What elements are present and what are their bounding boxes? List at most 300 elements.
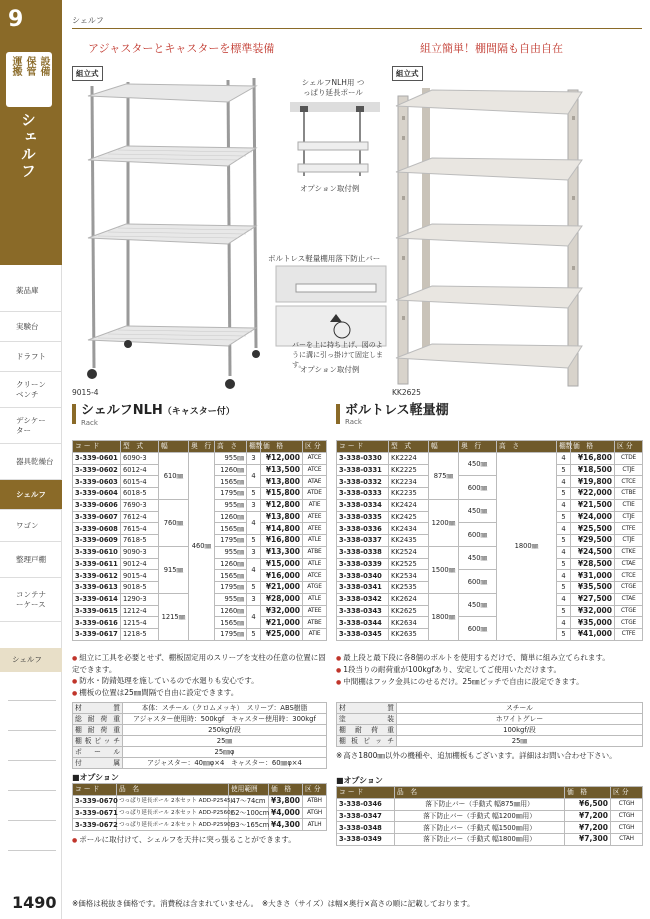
model-number: 7615-4 [121,523,159,535]
spec-key: 棚板ピッチ [337,736,397,747]
wire-shelf-photo [78,78,268,396]
height-cell: 1795㎜ [215,488,247,500]
category-code: ATCE [303,452,327,464]
shelf-count: 3 [247,593,261,605]
column-header: 奥 行 [459,441,497,453]
spec-row [73,758,327,769]
usage-range: 62〜100cm [229,807,269,819]
model-number: KK2234 [389,476,429,488]
right-option-heading: ■オプション [336,776,383,785]
width-cell: 1800㎜ [429,593,459,640]
product-code: 3-339-0672 [73,819,117,831]
category-code: CTKE [615,546,643,558]
category-code: ATGE [303,582,327,594]
right-catchphrase: 組立簡単！棚間隔も自由自在 [420,42,563,55]
spec-key: 塗 装 [337,714,397,725]
spec-value: 250kgf/段 [123,725,327,736]
price-cell: ¥32,000 [571,605,615,617]
category-code: ATLE [303,535,327,547]
sidebar-item-chemical-cabinet[interactable]: 薬品庫 [0,270,62,312]
option2-photo [276,266,386,346]
left-feature: ● 棚板の位置は25㎜間隔で自由に設定できます。 [72,687,328,699]
column-header: 品 名 [395,787,565,799]
model-number: KK2535 [389,582,429,594]
spec-key: 材 質 [73,703,123,714]
column-header: 高 さ [497,441,557,453]
spec-row [73,714,327,725]
price-cell: ¥24,000 [571,511,615,523]
shelf-count: 5 [557,582,571,594]
product-code: 3-338-0349 [337,834,395,846]
spec-row [337,703,643,714]
left-feature: ● 組立に工具を必要とせず、棚板固定用のスリーブを支柱の任意の位置に固定できます。 [72,652,328,675]
product-code: 3-339-0604 [73,488,121,500]
right-product-title: ボルトレス軽量棚 [345,403,449,418]
price-cell: ¥4,300 [269,819,303,831]
column-header: 棚数 [557,441,571,453]
shelf-count: 5 [557,629,571,641]
category-code: CTGE [615,617,643,629]
height-cell: 955㎜ [215,499,247,511]
category-code: CTCE [615,570,643,582]
width-cell: 1500㎜ [429,546,459,593]
category-code: CTGE [615,605,643,617]
price-cell: ¥25,500 [571,523,615,535]
product-code: 3-338-0345 [337,629,389,641]
price-cell: ¥28,500 [571,558,615,570]
category-code: CTGH [611,810,643,822]
price-cell: ¥32,000 [261,605,303,617]
option-name: 落下防止バー（手動式 幅1800㎜用） [395,834,565,846]
shelf-count: 3 [247,452,261,464]
spec-key: ポール [73,747,123,758]
spec-value: 本体：スチール（クロムメッキ） スリーブ：ABS樹脂 [123,703,327,714]
shelf-count: 3 [247,499,261,511]
spec-key: 総耐荷重 [73,714,123,725]
option-name: 落下防止バー（手動式 幅1500㎜用） [395,822,565,834]
sidebar-item-dryer-rack[interactable]: 器具乾燥台 [0,444,62,480]
column-header: 型 式 [389,441,429,453]
sidebar-item-wagon[interactable]: ワゴン [0,510,62,542]
column-header: 型 式 [121,441,159,453]
chapter-subtitle: 運搬 保管 設備 [6,52,52,107]
table-row [337,546,643,558]
product-code: 3-338-0338 [337,546,389,558]
price-cell: ¥13,500 [261,464,303,476]
table-row [337,570,643,582]
product-code: 3-338-0333 [337,488,389,500]
right-price-table [336,440,643,641]
left-photo-caption: 9015-4 [72,388,99,397]
model-number: KK2624 [389,593,429,605]
model-number: 1215-4 [121,617,159,629]
category-code: ATGH [303,807,327,819]
column-header: 区 分 [303,784,327,796]
spec-key: 棚板ピッチ [73,736,123,747]
model-number: 9015-4 [121,570,159,582]
option1-caption: オプション取付例 [300,184,360,193]
model-number: KK2225 [389,464,429,476]
left-option-note-box [72,834,328,846]
product-code: 3-338-0336 [337,523,389,535]
spec-key: 棚耐荷重 [337,725,397,736]
model-number: KK2235 [389,488,429,500]
price-cell: ¥21,000 [261,582,303,594]
table-row [337,523,643,535]
product-code: 3-339-0601 [73,452,121,464]
category-code: CTGH [611,798,643,810]
shelf-count: 4 [557,546,571,558]
height-cell: 1795㎜ [215,535,247,547]
price-cell: ¥18,500 [571,464,615,476]
product-code: 3-338-0344 [337,617,389,629]
column-header: コ ー ド [73,441,121,453]
shelf-count: 5 [557,511,571,523]
height-cell: 955㎜ [215,452,247,464]
page-footnote: ※価格は税抜き価格です。消費税は含まれていません。 ※大きさ（サイズ）は幅×奥行×高さの順に記載しております。 [72,899,475,908]
spec-row [73,725,327,736]
shelf-count: 4 [557,570,571,582]
price-cell: ¥29,500 [571,535,615,547]
spec-key: 材 質 [337,703,397,714]
shelf-count: 5 [557,464,571,476]
category-code: ATBH [303,795,327,807]
category-code: ATEE [303,605,327,617]
model-number: KK2434 [389,523,429,535]
column-header: 高 さ [215,441,247,453]
height-cell: 955㎜ [215,546,247,558]
shelf-count: 4 [247,605,261,629]
product-code: 3-339-0671 [73,807,117,819]
sidebar-item-storage-cabinet[interactable]: 整理戸棚 [0,542,62,578]
product-code: 3-338-0340 [337,570,389,582]
category-code: ATLE [303,558,327,570]
price-cell: ¥21,500 [571,499,615,511]
right-spec-table [336,702,643,747]
chapter-sidebar [0,0,62,919]
category-code: CTDE [615,452,643,464]
model-number: 1212-4 [121,605,159,617]
price-cell: ¥16,800 [571,452,615,464]
product-code: 3-339-0602 [73,464,121,476]
spec-value: 25㎜ [397,736,643,747]
height-cell: 1565㎜ [215,476,247,488]
shelf-count: 3 [247,546,261,558]
category-code: CTAE [615,558,643,570]
option2-caption: オプション取付例 [300,365,360,374]
option-row [73,795,327,807]
option-row [337,798,643,810]
column-header: 品 名 [117,784,229,796]
sidebar-item-shelf[interactable]: シェルフ [0,480,62,510]
depth-cell: 450㎜ [459,593,497,617]
category-code: CTCE [615,476,643,488]
chapter-name: シェルフ [19,112,37,180]
product-code: 3-339-0607 [73,511,121,523]
height-cell: 1795㎜ [215,582,247,594]
model-number: KK2635 [389,629,429,641]
height-cell: 1260㎜ [215,511,247,523]
model-number: 6090-3 [121,452,159,464]
model-number: KK2524 [389,546,429,558]
price-cell: ¥21,000 [261,617,303,629]
sidebar-item-draft[interactable]: ドラフト [0,342,62,372]
depth-cell: 450㎜ [459,546,497,570]
product-code: 3-338-0347 [337,810,395,822]
spec-value: ホワイトグレー [397,714,643,725]
price-cell: ¥22,000 [571,488,615,500]
option1-photo [290,102,380,178]
left-product-title-suffix: （キャスター付） [162,407,235,417]
height-cell: 1260㎜ [215,558,247,570]
right-feature: ● 最上段と最下段に各8個のボルトを使用するだけで、簡単に組み立てられます。 [336,652,642,664]
shelf-count: 5 [247,535,261,547]
spec-row [337,725,643,736]
model-number: 9012-4 [121,558,159,570]
spec-row [73,703,327,714]
column-header: 幅 [429,441,459,453]
product-code: 3-338-0330 [337,452,389,464]
column-header: コ ー ド [73,784,117,796]
product-code: 3-338-0348 [337,822,395,834]
right-spec-note: ※ 高さ1800㎜以外の機種や、追加棚板もございます。詳細はお問い合わせ下さい。 [336,750,642,761]
product-code: 3-338-0342 [337,593,389,605]
width-cell: 1215㎜ [159,593,189,640]
product-code: 3-339-0608 [73,523,121,535]
price-cell: ¥13,800 [261,511,303,523]
shelf-count: 5 [557,488,571,500]
model-number: KK2425 [389,511,429,523]
height-cell: 1260㎜ [215,464,247,476]
category-code: CTFE [615,523,643,535]
shelf-count: 4 [247,511,261,535]
shelf-count: 4 [557,499,571,511]
option-row [73,807,327,819]
column-header: 棚数 [247,441,261,453]
column-header: 区 分 [611,787,643,799]
spec-value: 25㎜φ [123,747,327,758]
depth-cell: 600㎜ [459,476,497,500]
category-code: ATAE [303,476,327,488]
table-header-row [73,784,327,796]
spec-value: 25㎜ [123,736,327,747]
spec-value: 100kgf/段 [397,725,643,736]
price-cell: ¥24,500 [571,546,615,558]
usage-range: 93〜165cm [229,819,269,831]
price-cell: ¥35,000 [571,617,615,629]
right-feature: ● 1段当りの耐荷重が100kgfあり、安定してご使用いただけます。 [336,664,642,676]
price-cell: ¥16,000 [261,570,303,582]
model-number: KK2634 [389,617,429,629]
product-code: 3-339-0616 [73,617,121,629]
product-code: 3-339-0613 [73,582,121,594]
left-catchphrase: アジャスターとキャスターを標準装備 [88,42,275,55]
shelf-count: 4 [557,523,571,535]
sidebar-item-clean-bench[interactable]: クリーンベンチ [0,372,62,408]
product-code: 3-339-0606 [73,499,121,511]
shelf-count: 4 [247,558,261,582]
price-cell: ¥7,300 [565,834,611,846]
table-header-row [73,441,327,453]
product-code: 3-339-0603 [73,476,121,488]
right-product-title-en: Rack [345,418,362,426]
depth-cell: 600㎜ [459,617,497,641]
left-product-title-en: Rack [81,419,98,427]
model-number: KK2625 [389,605,429,617]
category-code: ATEE [303,523,327,535]
price-cell: ¥12,800 [261,499,303,511]
height-cell: 1565㎜ [215,617,247,629]
option-row [337,834,643,846]
right-spec-note-box [336,750,642,761]
sidebar-current-tab[interactable]: シェルフ [0,648,62,672]
category-code: ATCE [303,464,327,476]
shelf-count: 4 [557,452,571,464]
category-code: ATBE [303,546,327,558]
width-cell: 760㎜ [159,499,189,546]
option-row [337,822,643,834]
category-code: ATLE [303,593,327,605]
price-cell: ¥16,800 [261,535,303,547]
model-number: KK2534 [389,570,429,582]
model-number: 7618-5 [121,535,159,547]
category-code: CTAE [615,593,643,605]
spec-key: 付 属 [73,758,123,769]
shelf-count: 4 [557,617,571,629]
assembly-badge-left: 組立式 [72,66,103,81]
price-cell: ¥41,000 [571,629,615,641]
depth-cell: 450㎜ [459,499,497,523]
shelf-count: 5 [247,488,261,500]
column-header: 区 分 [303,441,327,453]
height-cell: 1795㎜ [215,629,247,641]
category-code: CTFE [615,629,643,641]
shelf-count: 4 [557,476,571,488]
option-row [73,819,327,831]
left-price-table [72,440,327,641]
category-code: CTAH [611,834,643,846]
height-cell: 1565㎜ [215,523,247,535]
option-name: 落下防止バー（手動式 幅1200㎜用） [395,810,565,822]
model-number: 1290-3 [121,593,159,605]
height-cell: 955㎜ [215,593,247,605]
product-code: 3-338-0335 [337,511,389,523]
product-code: 3-338-0346 [337,798,395,810]
spec-row [73,747,327,758]
sidebar-item-container-case[interactable]: コンテナーケース [0,578,62,622]
table-header-row [337,441,643,453]
price-cell: ¥12,000 [261,452,303,464]
column-header: 価 格 [565,787,611,799]
price-cell: ¥35,500 [571,582,615,594]
left-option-heading: ■オプション [72,773,119,782]
column-header: 幅 [159,441,189,453]
width-cell: 610㎜ [159,452,189,499]
price-cell: ¥19,800 [571,476,615,488]
category-code: ATIE [303,499,327,511]
left-feature: ● 防水・防錆処理を施しているので水廻りも安心です。 [72,675,328,687]
price-cell: ¥14,800 [261,523,303,535]
model-number: KK2435 [389,535,429,547]
product-code: 3-339-0612 [73,570,121,582]
shelf-count: 5 [247,629,261,641]
category-code: CTJE [615,464,643,476]
left-option-note: ● ポールに取付けて、シェルフを天井に突っ張ることができます。 [72,834,328,846]
shelf-count: 5 [557,535,571,547]
category-code: CTBE [615,488,643,500]
product-code: 3-338-0337 [337,535,389,547]
category-code: CTJE [615,535,643,547]
price-cell: ¥6,500 [565,798,611,810]
product-code: 3-338-0332 [337,476,389,488]
sidebar-item-desiccator[interactable]: デシケーター [0,408,62,444]
price-cell: ¥31,000 [571,570,615,582]
column-header: コ ー ド [337,787,395,799]
price-cell: ¥13,300 [261,546,303,558]
model-number: 9018-5 [121,582,159,594]
column-header: 価 格 [261,441,303,453]
model-number: 6018-5 [121,488,159,500]
category-code: ATEE [303,511,327,523]
price-cell: ¥27,500 [571,593,615,605]
price-cell: ¥7,200 [565,822,611,834]
product-code: 3-339-0611 [73,558,121,570]
model-number: 6015-4 [121,476,159,488]
product-code: 3-339-0609 [73,535,121,547]
spec-row [73,736,327,747]
column-header: 区 分 [615,441,643,453]
option-row [337,810,643,822]
height-cell: 1260㎜ [215,605,247,617]
price-cell: ¥28,000 [261,593,303,605]
product-code: 3-339-0617 [73,629,121,641]
option-name: つっぱり延長ポール 2本セット ADD-P2545J [117,795,229,807]
option2-title: ボルトレス軽量棚用落下防止バー [268,254,381,263]
shelf-count: 4 [557,593,571,605]
sidebar-item-lab-bench[interactable]: 実験台 [0,312,62,342]
price-cell: ¥4,000 [269,807,303,819]
depth-cell: 600㎜ [459,523,497,547]
product-code: 3-339-0670 [73,795,117,807]
width-cell: 875㎜ [429,452,459,499]
price-cell: ¥13,800 [261,476,303,488]
column-header: コ ー ド [337,441,389,453]
model-number: 9090-3 [121,546,159,558]
category-code: ATIE [303,629,327,641]
option2-text: バーを上に持ち上げ、図のように溝に引っ掛けて固定します。 [292,341,383,369]
chapter-number: 9 [0,0,62,40]
spec-value: スチール [397,703,643,714]
price-cell: ¥25,000 [261,629,303,641]
price-cell: ¥7,200 [565,810,611,822]
model-number: 7690-3 [121,499,159,511]
category-code: CTIE [615,499,643,511]
column-header: 価 格 [571,441,615,453]
column-header: 使用範囲 [229,784,269,796]
right-option-table [336,786,643,846]
model-number: KK2224 [389,452,429,464]
depth-cell: 460㎜ [189,452,215,640]
column-header: 奥 行 [189,441,215,453]
model-number: KK2424 [389,499,429,511]
depth-cell: 600㎜ [459,570,497,594]
product-code: 3-338-0339 [337,558,389,570]
price-cell: ¥15,800 [261,488,303,500]
shelf-count: 5 [247,582,261,594]
category-code: ATLH [303,819,327,831]
usage-range: 47〜74cm [229,795,269,807]
height-cell: 1565㎜ [215,570,247,582]
